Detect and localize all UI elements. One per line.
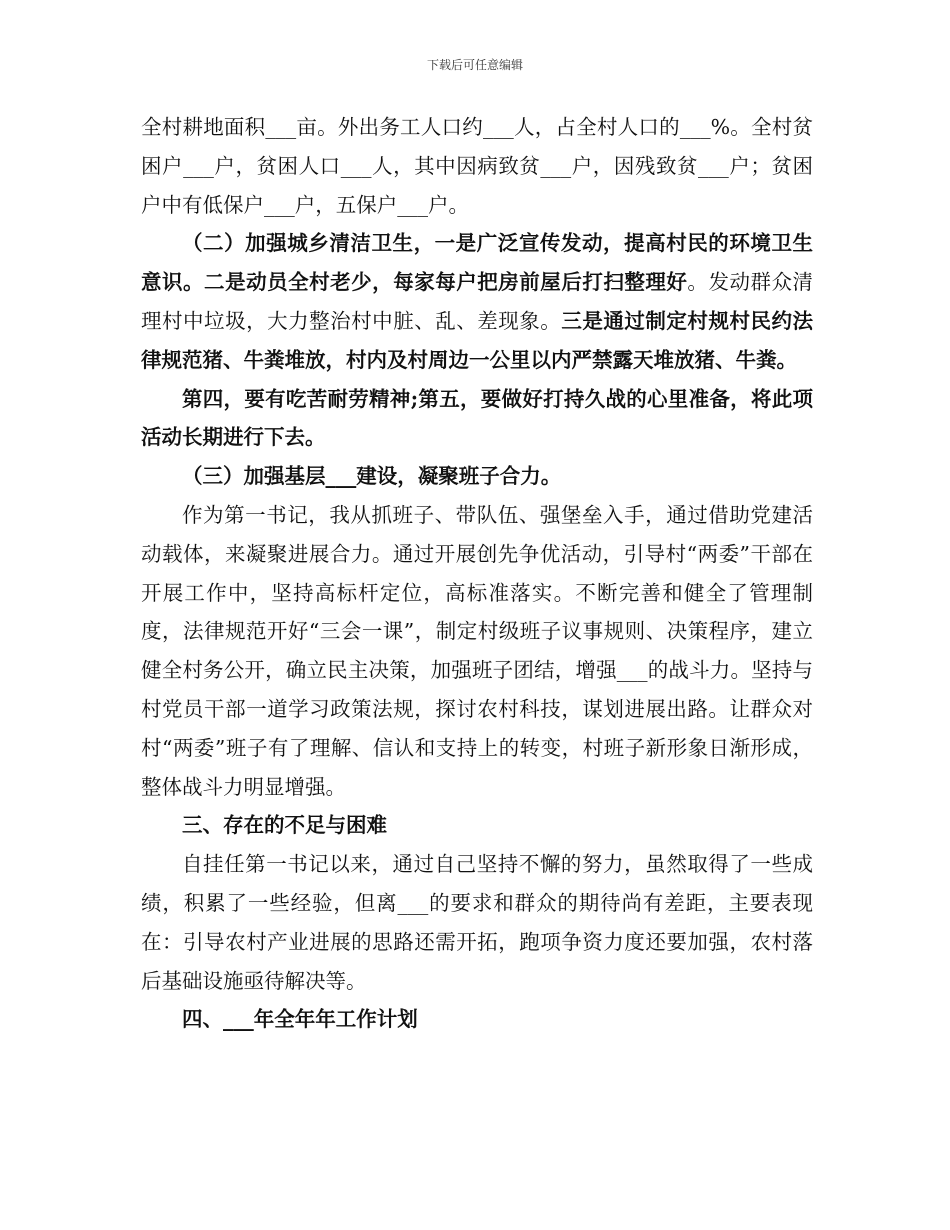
section-heading-grassroots: （三）加强基层___建设，凝聚班子合力。 xyxy=(182,464,562,489)
spirit-paragraph: 第四，要有吃苦耐劳精神;第五，要做好打持久战的心里准备，将此项活动长期进行下去。 xyxy=(141,386,813,450)
sanitation-heading-text: （二）加强城乡清洁卫生，一是广泛宣传发动，提高村民的环境卫生意识。二是动员全村老少，每家每户把房前屋后打扫整理好 xyxy=(141,231,813,295)
sanitation-rules-text: 三是通过制定村规村民约法律规范猪、牛粪堆放，村内及村周边一公里以内严禁露天堆放猪、牛粪。 xyxy=(141,308,814,372)
section-heading-shortcomings: 三、存在的不足与困难 xyxy=(182,813,387,838)
section-heading-work-plan: 四、___年全年年工作计划 xyxy=(182,1007,418,1032)
sanitation-paragraph xyxy=(141,224,813,379)
shortcomings-paragraph: 自挂任第一书记以来，通过自己坚持不懈的努力，虽然取得了一些成绩，积累了一些经验，但离___的要求和群众的期待尚有差距，主要表现在：引导农村产业进展的思路还需开拓，跑项争资力度还要加强，农村落后基础设施亟待解决等。 xyxy=(141,852,813,993)
page-header: 下载后可任意编辑 xyxy=(426,58,523,72)
sanitation-body-text: 。发动群众清理村中垃圾，大力整治村中脏、乱、差现象。 xyxy=(141,270,814,333)
party-building-paragraph: 作为第一书记，我从抓班子、带队伍、强堡垒入手，通过借助党建活动载体，来凝聚进展合力。通过开展创先争优活动，引导村“两委”干部在开展工作中，坚持高标杆定位，高标准落实。不断完善和健全了管理制度，法律规范开好“三会一课”，制定村级班子议事规则、决策程序，建立健全村务公开，确立民主决策，加强班子团结，增强___的战斗力。坚持与村党员干部一道学习政策法规，探讨农村科技，谋划进展出路。让群众对村“两委”班子有了理解、信认和支持上的转变，村班子新形象日渐形成，整体战斗力明显增强。 xyxy=(141,502,813,799)
village-statistics-paragraph: 全村耕地面积___亩。外出务工人口约___人，占全村人口的___%。全村贫困户___户，贫困人口___人，其中因病致贫___户，因残致贫___户；贫困户中有低保户___户，五保户___户。 xyxy=(141,115,813,217)
document-body xyxy=(141,108,813,1039)
